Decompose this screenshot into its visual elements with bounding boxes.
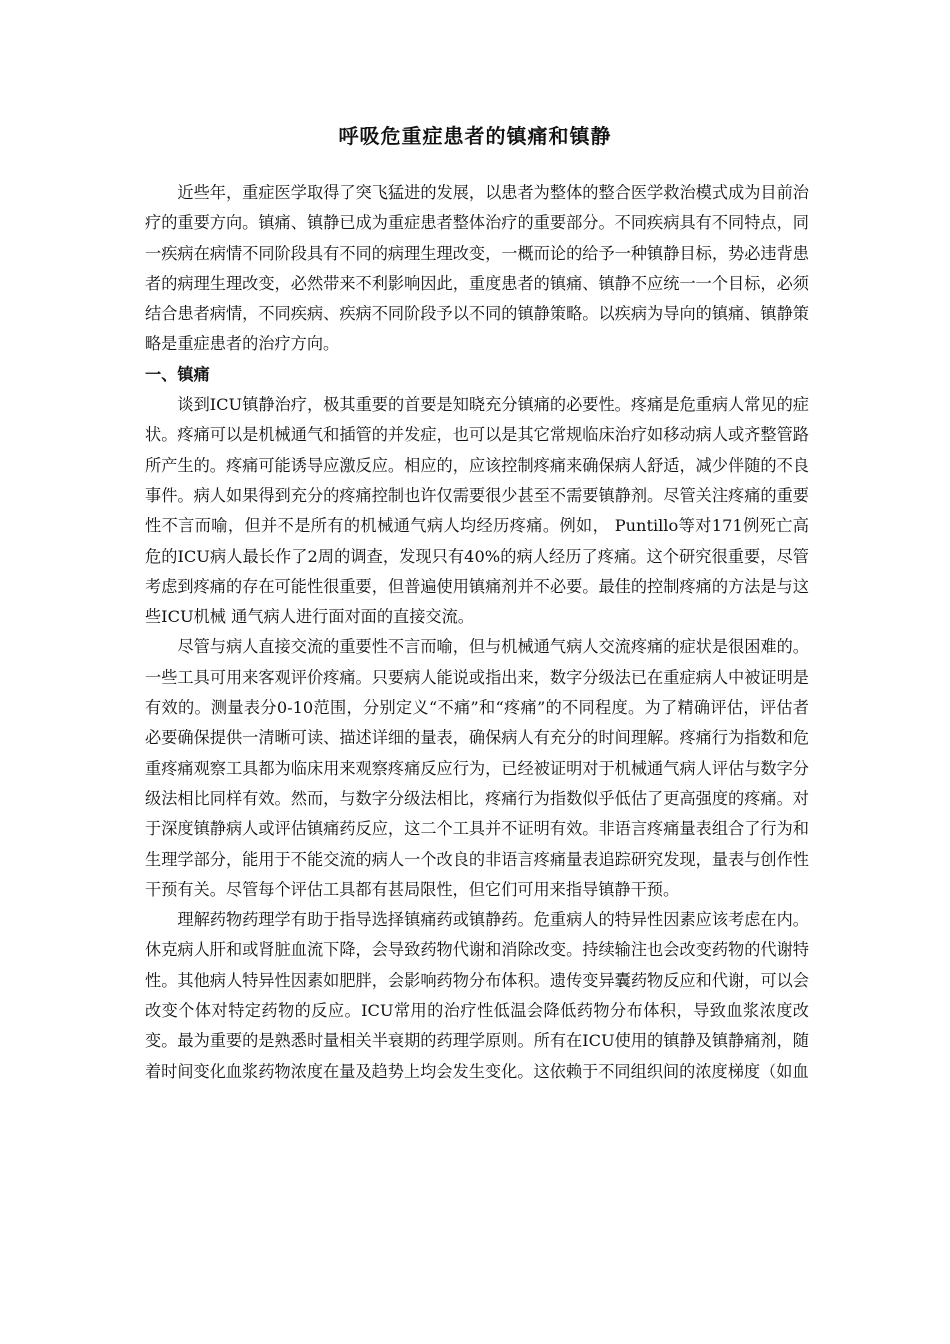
paragraph-3: 理解药物药理学有助于指导选择镇痛药或镇静药。危重病人的特异性因素应该考虑在内。休克病人肝和或肾脏血流下降，会导致药物代谢和消除改变。持续输注也会改变药物的代谢特性。其他病人特异性因素如肥胖，会影响药物分布体积。遗传变异囊药物反应和代谢，可以会改变个体对特定药物的反应。ICU常用的治疗性低温会降低药物分布体积，导致血浆浓度改变。最为重要的是熟悉时量相关半衰期的药理学原则。所有在ICU使用的镇静及镇静痛剂，随着时间变化血浆药物浓度在量及趋势上均会发生变化。这依赖于不同组织间的浓度梯度（如血 [145,910,809,1081]
intro-paragraph: 近些年，重症医学取得了突飞猛进的发展，以患者为整体的整合医学救治模式成为目前治疗的重要方向。镇痛、镇静已成为重症患者整体治疗的重要部分。不同疾病具有不同特点，同一疾病在病情不同阶段具有不同的病理生理改变，一概而论的给予一种镇静目标，势必违背患者的病理生理改变，必然带来不利影响因此，重度患者的镇痛、镇静不应统一一个目标，必须结合患者病情，不同疾病、疾病不同阶段予以不同的镇静策略。以疾病为导向的镇痛、镇静策略是重症患者的治疗方向。 [145,183,809,354]
document-body [145,178,809,1087]
paragraph-1: 谈到ICU镇静治疗，极其重要的首要是知晓充分镇痛的必要性。疼痛是危重病人常见的症状。疼痛可以是机械通气和插管的并发症，也可以是其它常规临床治疗如移动病人或齐整管路所产生的。疼痛可能诱导应激反应。相应的，应该控制疼痛来确保病人舒适，减少伴随的不良事件。病人如果得到充分的疼痛控制也许仅需要很少甚至不需要镇静剂。尽管关注疼痛的重要性不言而喻，但并不是所有的机械通气病人均经历疼痛。例如， Puntillo等对171例死亡高危的ICU病人最长作了2周的调查，发现只有40%的病人经历了疼痛。这个研究很重要，尽管考虑到疼痛的存在可能性很重要，但普遍使用镇痛剂并不必要。最佳的控制疼痛的方法是与这些ICU机械 通气病人进行面对面的直接交流。 [145,395,809,627]
section-heading-analgesia: 一、镇痛 [145,364,210,384]
paragraph-2: 尽管与病人直接交流的重要性不言而喻，但与机械通气病人交流疼痛的症状是很困难的。一些工具可用来客观评价疼痛。只要病人能说或指出来，数字分级法已在重症病人中被证明是有效的。测量表分0-10范围，分别定义“不痛”和“疼痛”的不同程度。为了精确评估，评估者必要确保提供一清晰可读、描述详细的量表，确保病人有充分的时间理解。疼痛行为指数和危重疼痛观察工具都为临床用来观察疼痛反应行为，已经被证明对于机械通气病人评估与数字分级法相比同样有效。然而，与数字分级法相比，疼痛行为指数似乎低估了更高强度的疼痛。对于深度镇静病人或评估镇痛药反应，这二个工具并不证明有效。非语言疼痛量表组合了行为和生理学部分，能用于不能交流的病人一个改良的非语言疼痛量表追踪研究发现，量表与创作性干预有关。尽管每个评估工具都有甚局限性，但它们可用来指导镇静干预。 [145,637,809,899]
document-title: 呼吸危重症患者的镇痛和镇静 [338,124,612,148]
